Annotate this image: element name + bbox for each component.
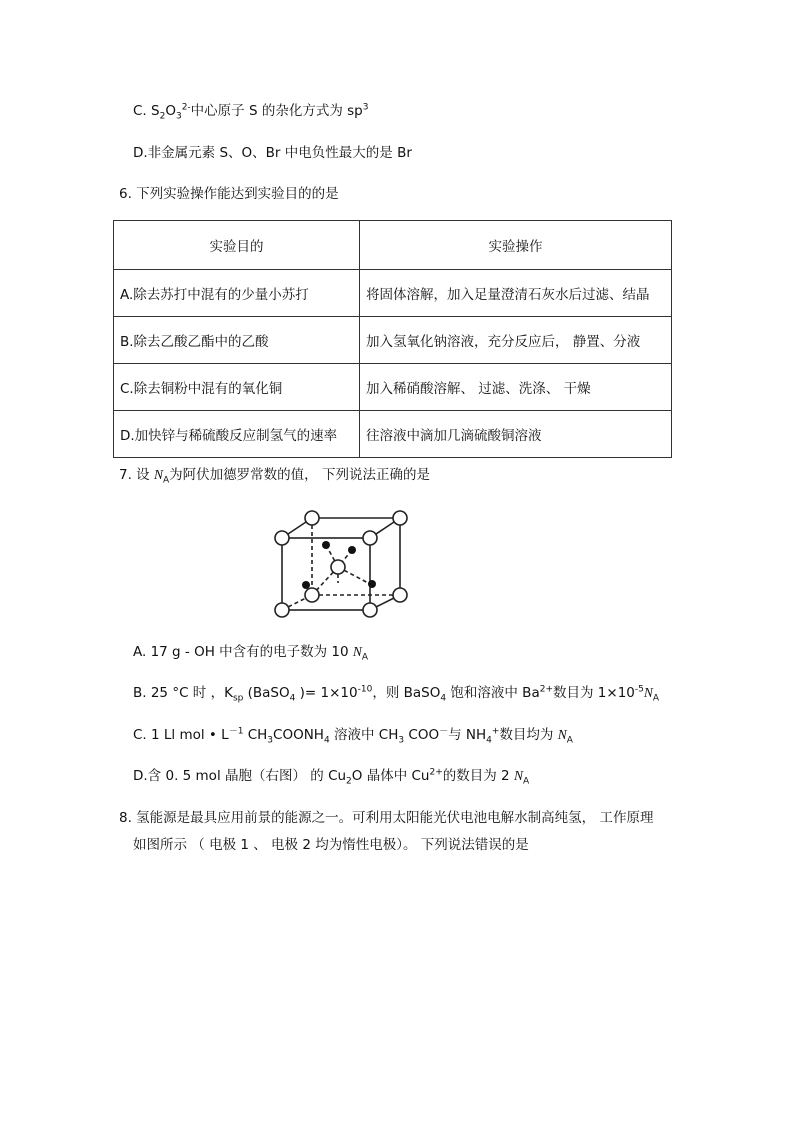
row-b-purpose: B.除去乙酸乙酯中的乙酸: [114, 317, 360, 364]
q8-stem-line1: 8. 氢能源是最具应用前景的能源之一。可利用太阳能光伏电池电解水制高纯氢， 工作原理: [119, 810, 654, 826]
row-c-purpose: C.除去铜粉中混有的氧化铜: [114, 364, 360, 411]
row-c-operation: 加入稀硝酸溶解、 过滤、洗涤、 干燥: [360, 364, 672, 411]
row-b-operation: 加入氢氧化钠溶液，充分反应后， 静置、分液: [360, 317, 672, 364]
row-d-operation: 往溶液中滴加几滴硫酸铜溶液: [360, 411, 672, 458]
table-row: [114, 270, 672, 317]
q8-stem-line2: 如图所示 （ 电极 1 、 电极 2 均为惰性电极）。 下列说法错误的是: [133, 837, 529, 853]
corner-atom: [393, 588, 407, 602]
corner-atom: [363, 603, 377, 617]
q7-option-c: C. 1 Ll mol • $L^{-1}$ $CH_3COONH_4$ 溶液中 $CH_3$ COO－与 $NH_4^+$数目均为 $N_A$: [133, 726, 573, 746]
row-a-purpose: A.除去苏打中混有的少量小苏打: [114, 270, 360, 317]
corner-atom: [305, 511, 319, 525]
row-a-operation: 将固体溶解，加入足量澄清石灰水后过滤、结晶: [360, 270, 672, 317]
header-purpose: 实验目的: [114, 221, 360, 270]
q5-option-d: D.非金属元素 S、O、Br 中电负性最大的是 Br: [133, 145, 412, 161]
corner-atom: [393, 511, 407, 525]
center-atom: [331, 560, 345, 574]
table-row: [114, 411, 672, 458]
q5-option-c: C. $S_2O_3^{2-}$中心原子 S 的杂化方式为 $sp^3$: [133, 102, 369, 122]
q7-option-d: D.含 0. 5 mol 晶胞（右图） 的 $Cu_2O$ 晶体中 $Cu^{2+}$的数目为 2 $N_A$: [133, 767, 530, 787]
table-header-row: [114, 221, 672, 270]
crystal-cell-figure: [270, 508, 410, 623]
q7-option-b: B. 25 °C 时 ，$K_{sp}$ (BaSO$_4$ )= $1\times 10^{-10}$，则 BaSO$_4$ 饱和溶液中 $Ba^{2+}$数目为 $1\times 10^{-5}N_A$: [133, 684, 660, 704]
inner-atom: [348, 546, 356, 554]
corner-atom: [305, 588, 319, 602]
q6-table: [113, 220, 672, 458]
corner-atom: [275, 531, 289, 545]
q6-stem: 6. 下列实验操作能达到实验目的的是: [119, 186, 339, 202]
row-d-purpose: D.加快锌与稀硫酸反应制氢气的速率: [114, 411, 360, 458]
q7-stem: 7. 设 $N_A$为阿伏加德罗常数的值， 下列说法正确的是: [119, 467, 430, 486]
q7-option-a: A. 17 g - OH 中含有的电子数为 10 $N_A$: [133, 644, 369, 663]
inner-atom: [302, 581, 310, 589]
table-row: [114, 317, 672, 364]
corner-atom: [275, 603, 289, 617]
corner-atom: [363, 531, 377, 545]
table-row: [114, 364, 672, 411]
inner-atom: [368, 580, 376, 588]
inner-atom: [322, 541, 330, 549]
header-operation: 实验操作: [360, 221, 672, 270]
